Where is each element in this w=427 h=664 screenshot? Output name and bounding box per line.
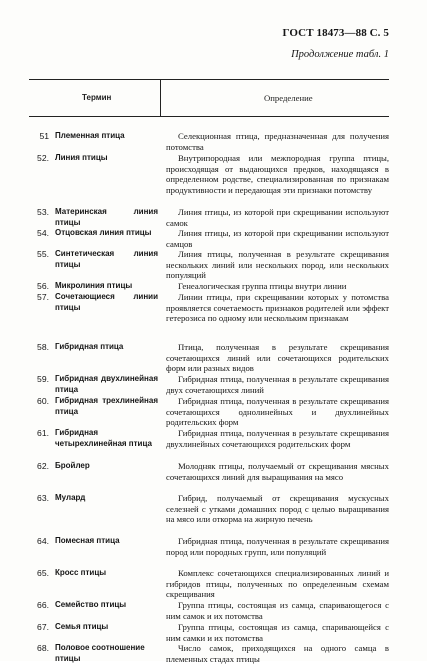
- term-definition: Группа птицы, состоящая из самца, спаривающегося с ним самок и их потомства: [166, 600, 389, 621]
- term-definition: Птица, полученная в результате скрещивания сочетающихся линий или сочетающихся родительских форм или разных видов: [166, 342, 389, 374]
- term-definition: Число самок, приходящихся на одного самца в племенных стадах птицы: [166, 643, 389, 664]
- term-definition: Группа птицы, состоящая из самца, спаривающейся с ним самки и их потомства: [166, 622, 389, 643]
- term-definition: Линия птицы, полученная в результате скрещивания нескольких линий или нескольких пород, или нескольких популяций: [166, 249, 389, 281]
- term-name: Бройлер: [55, 461, 90, 470]
- term-number: 52.: [37, 153, 49, 163]
- term-name: Семейство птицы: [55, 600, 127, 609]
- term-definition: Молодняк птицы, получаемый от скрещивания мясных сочетающихся линий для выращивания на мясо: [166, 461, 389, 482]
- term-name: Половое соотношение птицы: [55, 643, 145, 663]
- term-number: 55.: [37, 249, 49, 259]
- term-number: 58.: [37, 342, 49, 352]
- term-name: Мулард: [55, 493, 86, 502]
- term-name: Гибридная птица: [55, 342, 124, 351]
- term-definition: Внутрипородная или межпородная группа птицы, происходящая от выдающихся предков, находящаяся в определенном родстве, специализированная по признакам продуктивности и передающая эти признаки потомству: [166, 153, 389, 196]
- term-definition: Гибрид, получаемый от скрещивания мускусных селезней с утками домашних пород с целью выращивания на мясо или откорма на жирную печень: [166, 493, 389, 525]
- term-definition: Линия птицы, из которой при скрещивании используют самок: [166, 207, 389, 228]
- term-definition: Комплекс сочетающихся специализированных линий и гибридов птицы, полученных по определенным схемам скрещивания: [166, 568, 389, 600]
- term-name: Материнская линия птицы: [55, 207, 158, 227]
- term-number: 67.: [37, 622, 49, 632]
- term-name: Кросс птицы: [55, 568, 107, 577]
- term-number: 68.: [37, 643, 49, 653]
- term-definition: Гибридная птица, полученная в результате скрещивания пород или породных групп, или популяций: [166, 536, 389, 557]
- term-definition: Селекционная птица, предназначенная для получения потомства: [166, 131, 389, 152]
- standard-header: ГОСТ 18473—88 С. 5: [282, 27, 389, 39]
- column-header-definition: Определение: [264, 93, 313, 103]
- term-number: 64.: [37, 536, 49, 546]
- term-number: 63.: [37, 493, 49, 503]
- term-name: Помесная птица: [55, 536, 120, 545]
- term-number: 57.: [37, 292, 49, 302]
- column-header-term: Термин: [82, 93, 112, 102]
- term-name: Микролиния птицы: [55, 281, 133, 290]
- term-number: 65.: [37, 568, 49, 578]
- term-name: Гибридная трехлинейная птица: [55, 396, 158, 416]
- term-number: 51: [39, 131, 49, 141]
- term-definition: Генеалогическая группа птицы внутри линии: [178, 281, 347, 291]
- term-number: 59.: [37, 374, 49, 384]
- term-number: 60.: [37, 396, 49, 406]
- term-number: 53.: [37, 207, 49, 217]
- term-number: 62.: [37, 461, 49, 471]
- table-continuation-note: Продолжение табл. 1: [291, 49, 389, 60]
- term-number: 61.: [37, 428, 49, 438]
- term-name: Отцовская линия птицы: [55, 228, 152, 237]
- term-definition: Гибридная птица, полученная в результате скрещивания двух сочетающихся линий: [166, 374, 389, 395]
- term-name: Синтетическая линия птицы: [55, 249, 158, 269]
- term-name: Гибридная двухлинейная птица: [55, 374, 158, 394]
- term-definition: Линии птицы, при скрещивании которых у потомства проявляется сочетаемость признаков родителей или эффект гетерозиса по одному или нескольким признакам: [166, 292, 389, 324]
- term-definition: Гибридная птица, полученная в результате скрещивания двухлинейных сочетающихся родительских форм: [166, 428, 389, 449]
- term-name: Гибридная четырехлинейная птица: [55, 428, 152, 448]
- term-definition: Гибридная птица, полученная в результате скрещивания сочетающихся однолинейных и двухлинейных родительских форм: [166, 396, 389, 428]
- term-number: 54.: [37, 228, 49, 238]
- term-name: Сочетающиеся линии птицы: [55, 292, 158, 312]
- term-number: 66.: [37, 600, 49, 610]
- term-name: Семья птицы: [55, 622, 109, 631]
- term-number: 56.: [37, 281, 49, 291]
- term-name: Линия птицы: [55, 153, 108, 162]
- term-definition: Линия птицы, из которой при скрещивании используют самцов: [166, 228, 389, 249]
- term-name: Племенная птица: [55, 131, 125, 140]
